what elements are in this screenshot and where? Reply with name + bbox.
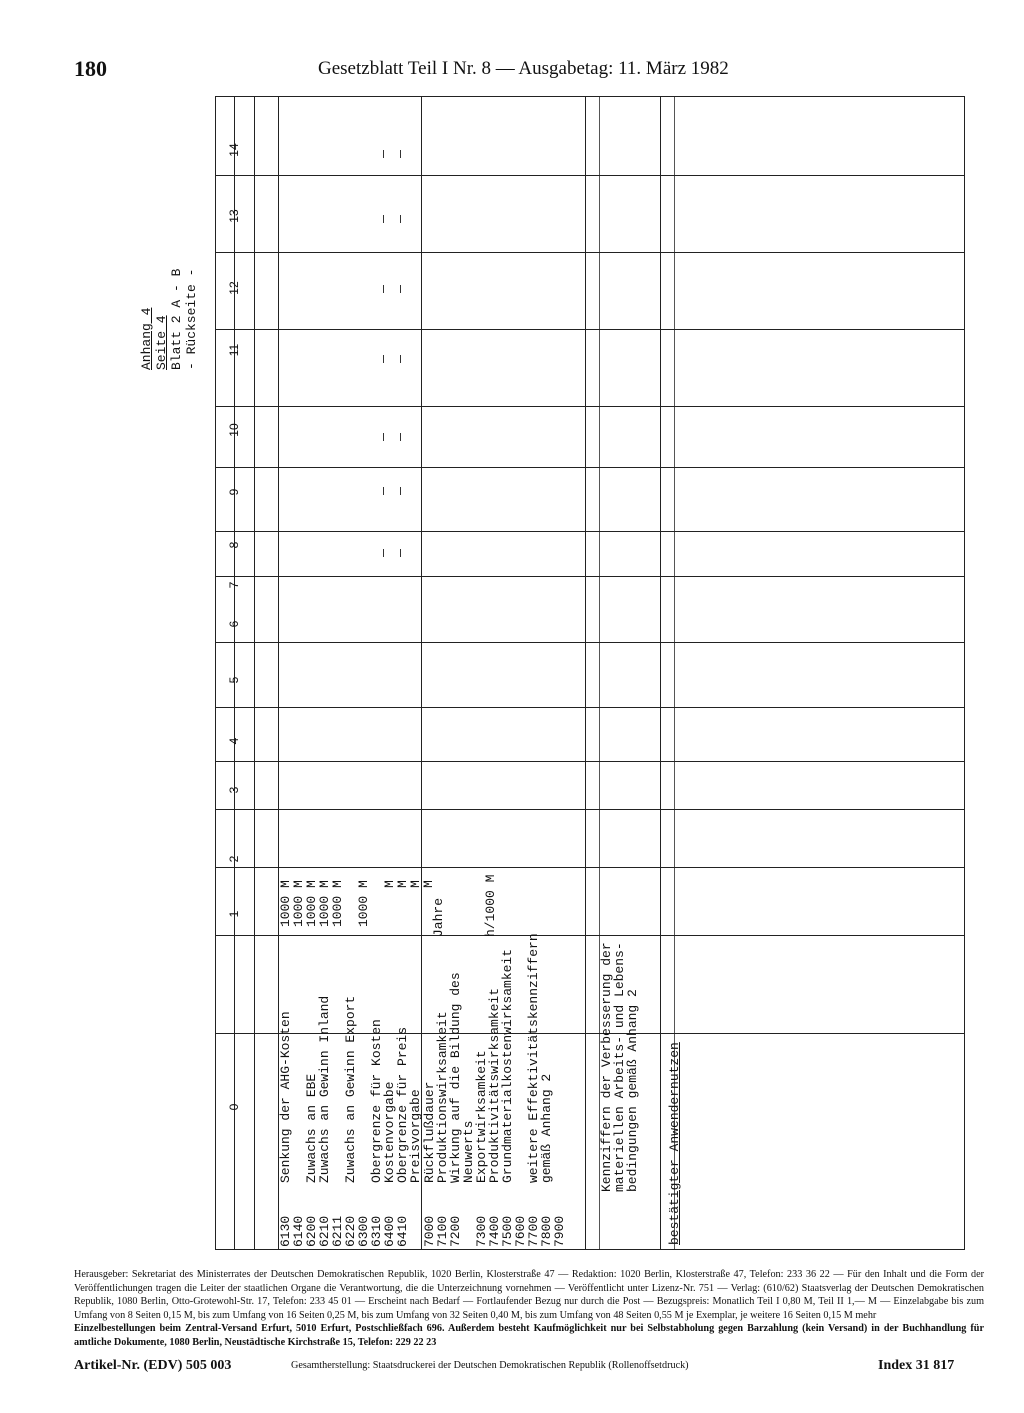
- article-number: Artikel-Nr. (EDV) 505 003: [74, 1358, 232, 1373]
- row-divider: [216, 329, 964, 330]
- rotated-form-table: [215, 96, 965, 1250]
- row-divider: [216, 707, 964, 708]
- group-4-labels: bestätigter Anwendernutzen: [667, 1042, 682, 1245]
- column-number: 3: [227, 786, 241, 794]
- row-divider: [216, 576, 964, 577]
- dash-mark: [400, 150, 401, 158]
- column-number: 13: [227, 209, 241, 223]
- dash-mark: [400, 487, 401, 495]
- dash-mark: [400, 433, 401, 441]
- column-number: 11: [227, 343, 241, 357]
- dash-mark: [400, 285, 401, 293]
- column-number: 5: [227, 676, 241, 684]
- group-3-labels: Kennziffern der Verbesserung der materiellen Arbeits- und Lebens- bedingungen gemäß Anhang 2: [599, 942, 640, 1192]
- row-divider: [216, 935, 964, 936]
- group-1-labels: Senkung der AHG-Kosten Zuwachs an EBE Zuwachs an Gewinn Inland Zuwachs an Gewinn Export Obergrenze für Kosten Kostenvorgabe Obergrenze für Preis Preisvorgabe: [278, 995, 423, 1183]
- row-divider: [216, 467, 964, 468]
- page-number: 180: [74, 56, 107, 81]
- column-number: 7: [227, 581, 241, 589]
- row-divider: [216, 175, 964, 176]
- annex-reference: [140, 250, 210, 380]
- annex-line-4: - Rückseite -: [184, 268, 199, 370]
- row-divider: [216, 761, 964, 762]
- imprint-orders: Einzelbestellungen beim Zentral-Versand Erfurt, 5010 Erfurt, Postschließfach 696. Außerdem besteht Kaufmöglichkeit nur bei Selbstabholung gegen Barzahlung (kein Versand) in der Buchhandlung für amtliche Dokumente, 1080 Berlin, Neustädtische Kirchstraße 15, Telefon: 229 22 23: [74, 1323, 984, 1348]
- row-divider: [216, 252, 964, 253]
- column-divider: [585, 97, 586, 1249]
- column-number: 8: [227, 541, 241, 549]
- dash-mark: [383, 487, 384, 495]
- group-2-codes: 7000 7100 7200 7300 7400 7500 7600 7700 7800 7900: [422, 1215, 567, 1247]
- annex-line-3: Blatt 2 A - B: [169, 268, 184, 370]
- annex-line-2: Seite 4: [154, 315, 169, 370]
- running-title: Gesetzblatt Teil I Nr. 8 — Ausgabetag: 11. März 1982: [318, 58, 729, 79]
- imprint-publisher: Herausgeber: Sekretariat des Ministerrates der Deutschen Demokratischen Republik, 1020 Berlin, Klosterstraße 47 — Redaktion: 1020 Berlin, Klosterstraße 47, Telefon: 233 36 22 — Für den Inhalt und die Form der Veröffentlichungen tragen die Leiter der staatlichen Organe die Verantwortung, die die Unterzeichnung vornehmen — Veröffentlicht unter Lizenz-Nr. 751 — Verlag: (610/62) Staatsverlag der Deutschen Demokratischen Republik, 1080 Berlin, Otto-Grotewohl-Str. 17, Telefon: 233 45 01 — Erscheint nach Bedarf — Fortlaufender Bezug nur durch die Post — Bezugspreis: Monatlich Teil I 0,80 M, Teil II 1,— M — Einzelabgabe bis zum Umfang von 8 Seiten 0,15 M, bis zum Umfang von 16 Seiten 0,25 M, bis zum Umfang von 32 Seiten 0,40 M, bis zum Umfang von 48 Seiten 0,55 M je Exemplar, je weitere 16 Seiten 0,15 M mehr: [74, 1269, 984, 1321]
- row-divider: [216, 406, 964, 407]
- annex-line-1: Anhang 4: [139, 307, 154, 370]
- dash-mark: [383, 215, 384, 223]
- column-number: 0: [227, 1103, 241, 1111]
- column-number: 6: [227, 620, 241, 628]
- row-divider: [216, 867, 964, 868]
- page-header: [0, 50, 1024, 90]
- dash-mark: [383, 549, 384, 557]
- column-number: 1: [227, 910, 241, 918]
- column-divider: [254, 97, 255, 1249]
- column-number: 9: [227, 488, 241, 496]
- dash-mark: [400, 355, 401, 363]
- row-divider: [216, 809, 964, 810]
- group-1-units: 1000 M 1000 M 1000 M 1000 M 1000 M 1000 M M M M M: [278, 880, 436, 927]
- column-number: 2: [227, 855, 241, 863]
- column-divider: [660, 97, 661, 1249]
- group-2-labels: Rückflußdauer Produktionswirksamkeit Wirkung auf die Bildung des Neuwerts Exportwirksamkeit Produktivitätswirksamkeit Grundmaterialkostenwirksamkeit weitere Effektivitätskennziffern gemäß Anhang 2: [422, 933, 554, 1183]
- dash-mark: [400, 215, 401, 223]
- column-number: 4: [227, 737, 241, 745]
- dash-mark: [383, 150, 384, 158]
- index-number: Index 31 817: [878, 1358, 955, 1373]
- imprint-footer: [74, 1268, 984, 1349]
- dash-mark: [383, 433, 384, 441]
- dash-mark: [383, 355, 384, 363]
- row-divider: [216, 642, 964, 643]
- column-number: 10: [227, 423, 241, 437]
- dash-mark: [383, 285, 384, 293]
- dash-mark: [400, 549, 401, 557]
- printer-note: Gesamtherstellung: Staatsdruckerei der Deutschen Demokratischen Republik (Rollenoffsetdruck): [291, 1360, 689, 1371]
- row-divider: [216, 531, 964, 532]
- group-2-units: Jahre h/1000 M: [431, 874, 498, 937]
- group-1-codes: 6130 6140 6200 6210 6211 6220 6300 6310 6400 6410: [278, 1215, 410, 1247]
- column-number: 12: [227, 281, 241, 295]
- column-number: 14: [227, 143, 241, 157]
